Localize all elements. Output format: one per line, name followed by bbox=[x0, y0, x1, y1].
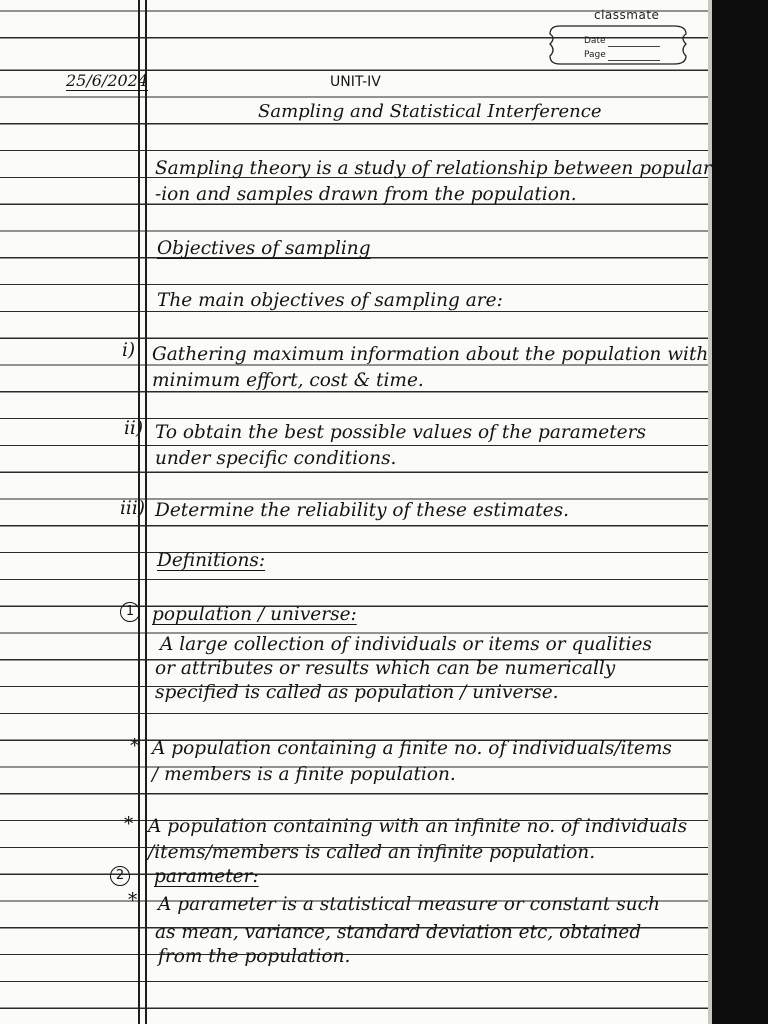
definitions-heading: Definitions: bbox=[157, 550, 266, 571]
objective-line: under specific conditions. bbox=[155, 448, 397, 469]
page-label: Page bbox=[584, 50, 606, 60]
intro-line: Sampling theory is a study of relationship between popular bbox=[155, 158, 712, 179]
date-line bbox=[608, 46, 660, 47]
star-line: A population containing a finite no. of individuals/items bbox=[152, 738, 672, 759]
star-line: /items/members is called an infinite population. bbox=[148, 842, 596, 863]
objectives-heading: Objectives of sampling bbox=[157, 238, 371, 259]
objectives-lead: The main objectives of sampling are: bbox=[157, 290, 503, 311]
date-label: Date bbox=[584, 36, 606, 46]
list-marker: i) bbox=[122, 340, 136, 361]
objective-line: To obtain the best possible values of the parameters bbox=[155, 422, 646, 443]
objective-line: minimum effort, cost & time. bbox=[152, 370, 424, 391]
definition-line: from the population. bbox=[158, 946, 351, 967]
definition-line: A large collection of individuals or items or qualities bbox=[160, 634, 652, 655]
definition-term: population / universe: bbox=[152, 604, 357, 625]
list-marker: ii) bbox=[124, 418, 144, 439]
star-line: / members is a finite population. bbox=[152, 764, 456, 785]
brand-box bbox=[546, 22, 690, 68]
definition-line: or attributes or results which can be numerically bbox=[155, 658, 616, 679]
page-title: Sampling and Statistical Interference bbox=[258, 101, 602, 122]
brand-name: classmate bbox=[594, 8, 660, 22]
star-marker: * bbox=[124, 814, 134, 835]
margin-line-inner bbox=[145, 0, 147, 1024]
objective-line: Determine the reliability of these estimates. bbox=[155, 500, 570, 521]
unit-heading: UNIT-IV bbox=[330, 74, 381, 90]
definition-line: specified is called as population / universe. bbox=[155, 682, 559, 703]
intro-line: -ion and samples drawn from the population. bbox=[155, 184, 577, 205]
page-line bbox=[608, 60, 660, 61]
note-date: 25/6/2024 bbox=[66, 71, 149, 90]
page-edge bbox=[708, 0, 712, 1024]
star-marker: * bbox=[130, 736, 140, 757]
definition-term: parameter: bbox=[154, 866, 259, 887]
list-marker: iii) bbox=[120, 498, 145, 519]
brand-box-outline-icon bbox=[546, 22, 690, 68]
star-line: A population containing with an infinite no. of individuals bbox=[148, 816, 688, 837]
definition-line: A parameter is a statistical measure or constant such bbox=[158, 894, 660, 915]
star-marker: * bbox=[128, 890, 138, 911]
definition-line: as mean, variance, standard deviation etc, obtained bbox=[155, 922, 642, 943]
number-circle: 1 bbox=[120, 602, 140, 622]
number-circle: 2 bbox=[110, 866, 130, 886]
objective-line: Gathering maximum information about the population with bbox=[152, 344, 709, 365]
